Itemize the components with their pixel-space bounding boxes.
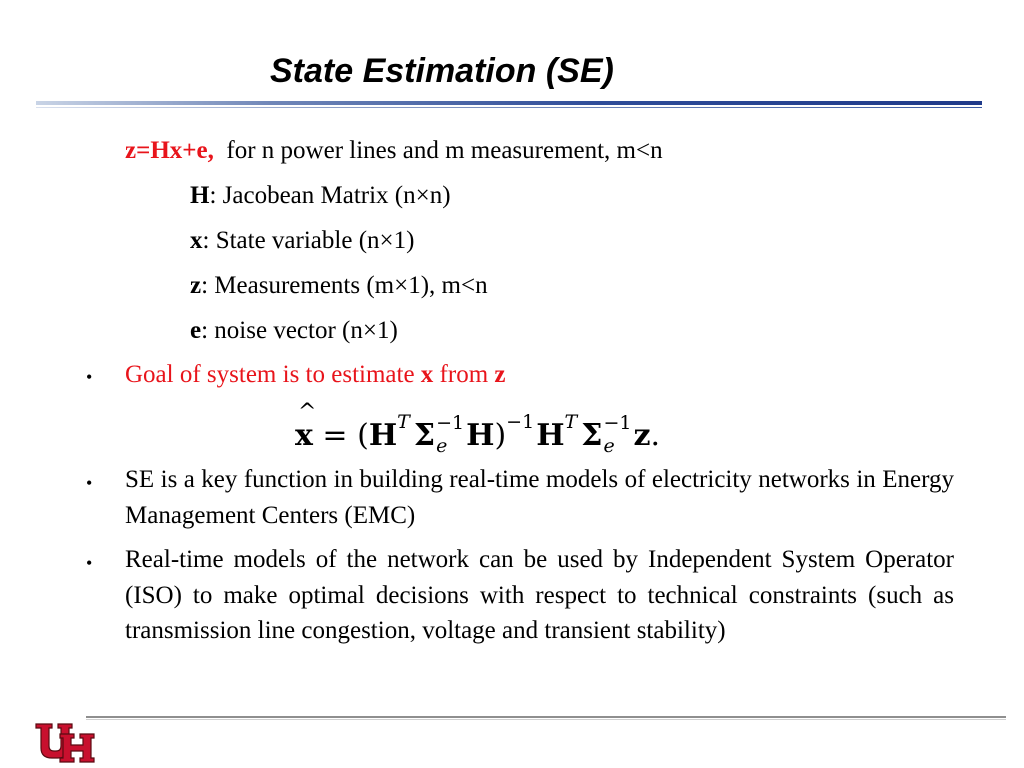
goal-x: x xyxy=(420,361,434,388)
definition-symbol: z xyxy=(190,272,202,299)
model-line xyxy=(125,136,663,166)
footer-divider-light xyxy=(86,719,1006,720)
uh-logo xyxy=(34,720,96,764)
formula-x-hat: ^ x xyxy=(295,418,313,453)
footer-divider xyxy=(86,716,1006,718)
uh-logo-text: UH xyxy=(34,720,36,721)
definition-text: : noise vector (n×1) xyxy=(201,317,398,344)
formula-sigma2: Σ xyxy=(581,417,603,453)
bullet-marker: • xyxy=(86,553,93,573)
formula-t2: T xyxy=(564,411,578,433)
formula-h3: H xyxy=(536,417,565,453)
model-equation: z=Hx+e, xyxy=(125,137,214,164)
bullet-marker: • xyxy=(86,367,93,387)
formula-e1: e xyxy=(436,435,448,457)
definition-z xyxy=(190,271,488,301)
formula-inv1: −1 xyxy=(436,412,465,434)
goal-middle: from xyxy=(433,361,495,388)
title-divider xyxy=(36,101,982,109)
bullet-marker: • xyxy=(86,473,93,493)
formula-h1: H xyxy=(368,417,398,453)
formula-close: ) xyxy=(494,417,507,453)
formula-inv2: −1 xyxy=(506,411,535,433)
definition-text: : State variable (n×1) xyxy=(202,227,415,254)
goal-z: z xyxy=(494,361,506,388)
formula-e2: e xyxy=(603,435,615,457)
definition-x xyxy=(190,226,414,256)
model-description: for n power lines and m measurement, m<n xyxy=(226,137,663,164)
slide-title: State Estimation (SE) xyxy=(270,52,614,90)
se-key-paragraph: SE is a key function in building real-time models of electricity networks in Energy Management Centers (EMC) xyxy=(125,466,954,529)
definition-symbol: e xyxy=(190,317,202,344)
goal-bullet xyxy=(125,360,506,390)
formula-h2: H xyxy=(466,417,495,453)
formula-inv3: −1 xyxy=(603,412,632,434)
definition-symbol: x xyxy=(190,227,203,254)
definition-text: : Measurements (m×1), m<n xyxy=(201,272,488,299)
estimator-formula xyxy=(295,408,660,462)
formula-sigma1: Σ xyxy=(413,417,436,453)
formula-z: z xyxy=(633,417,651,453)
formula-t1: T xyxy=(397,411,410,433)
goal-prefix: Goal of system is to estimate xyxy=(125,361,421,388)
definition-text: : Jacobean Matrix (n×n) xyxy=(209,182,451,209)
realtime-paragraph: Real-time models of the network can be used by Independent System Operator (ISO) to make optimal decisions with respect to technical constraints (such as transmission line congestion, voltage and transient stability) xyxy=(125,546,954,644)
definition-h xyxy=(190,181,451,211)
formula-period: . xyxy=(650,417,661,453)
definition-symbol: H xyxy=(190,182,210,209)
formula-eq: = ( xyxy=(312,417,369,453)
definition-e xyxy=(190,316,398,346)
